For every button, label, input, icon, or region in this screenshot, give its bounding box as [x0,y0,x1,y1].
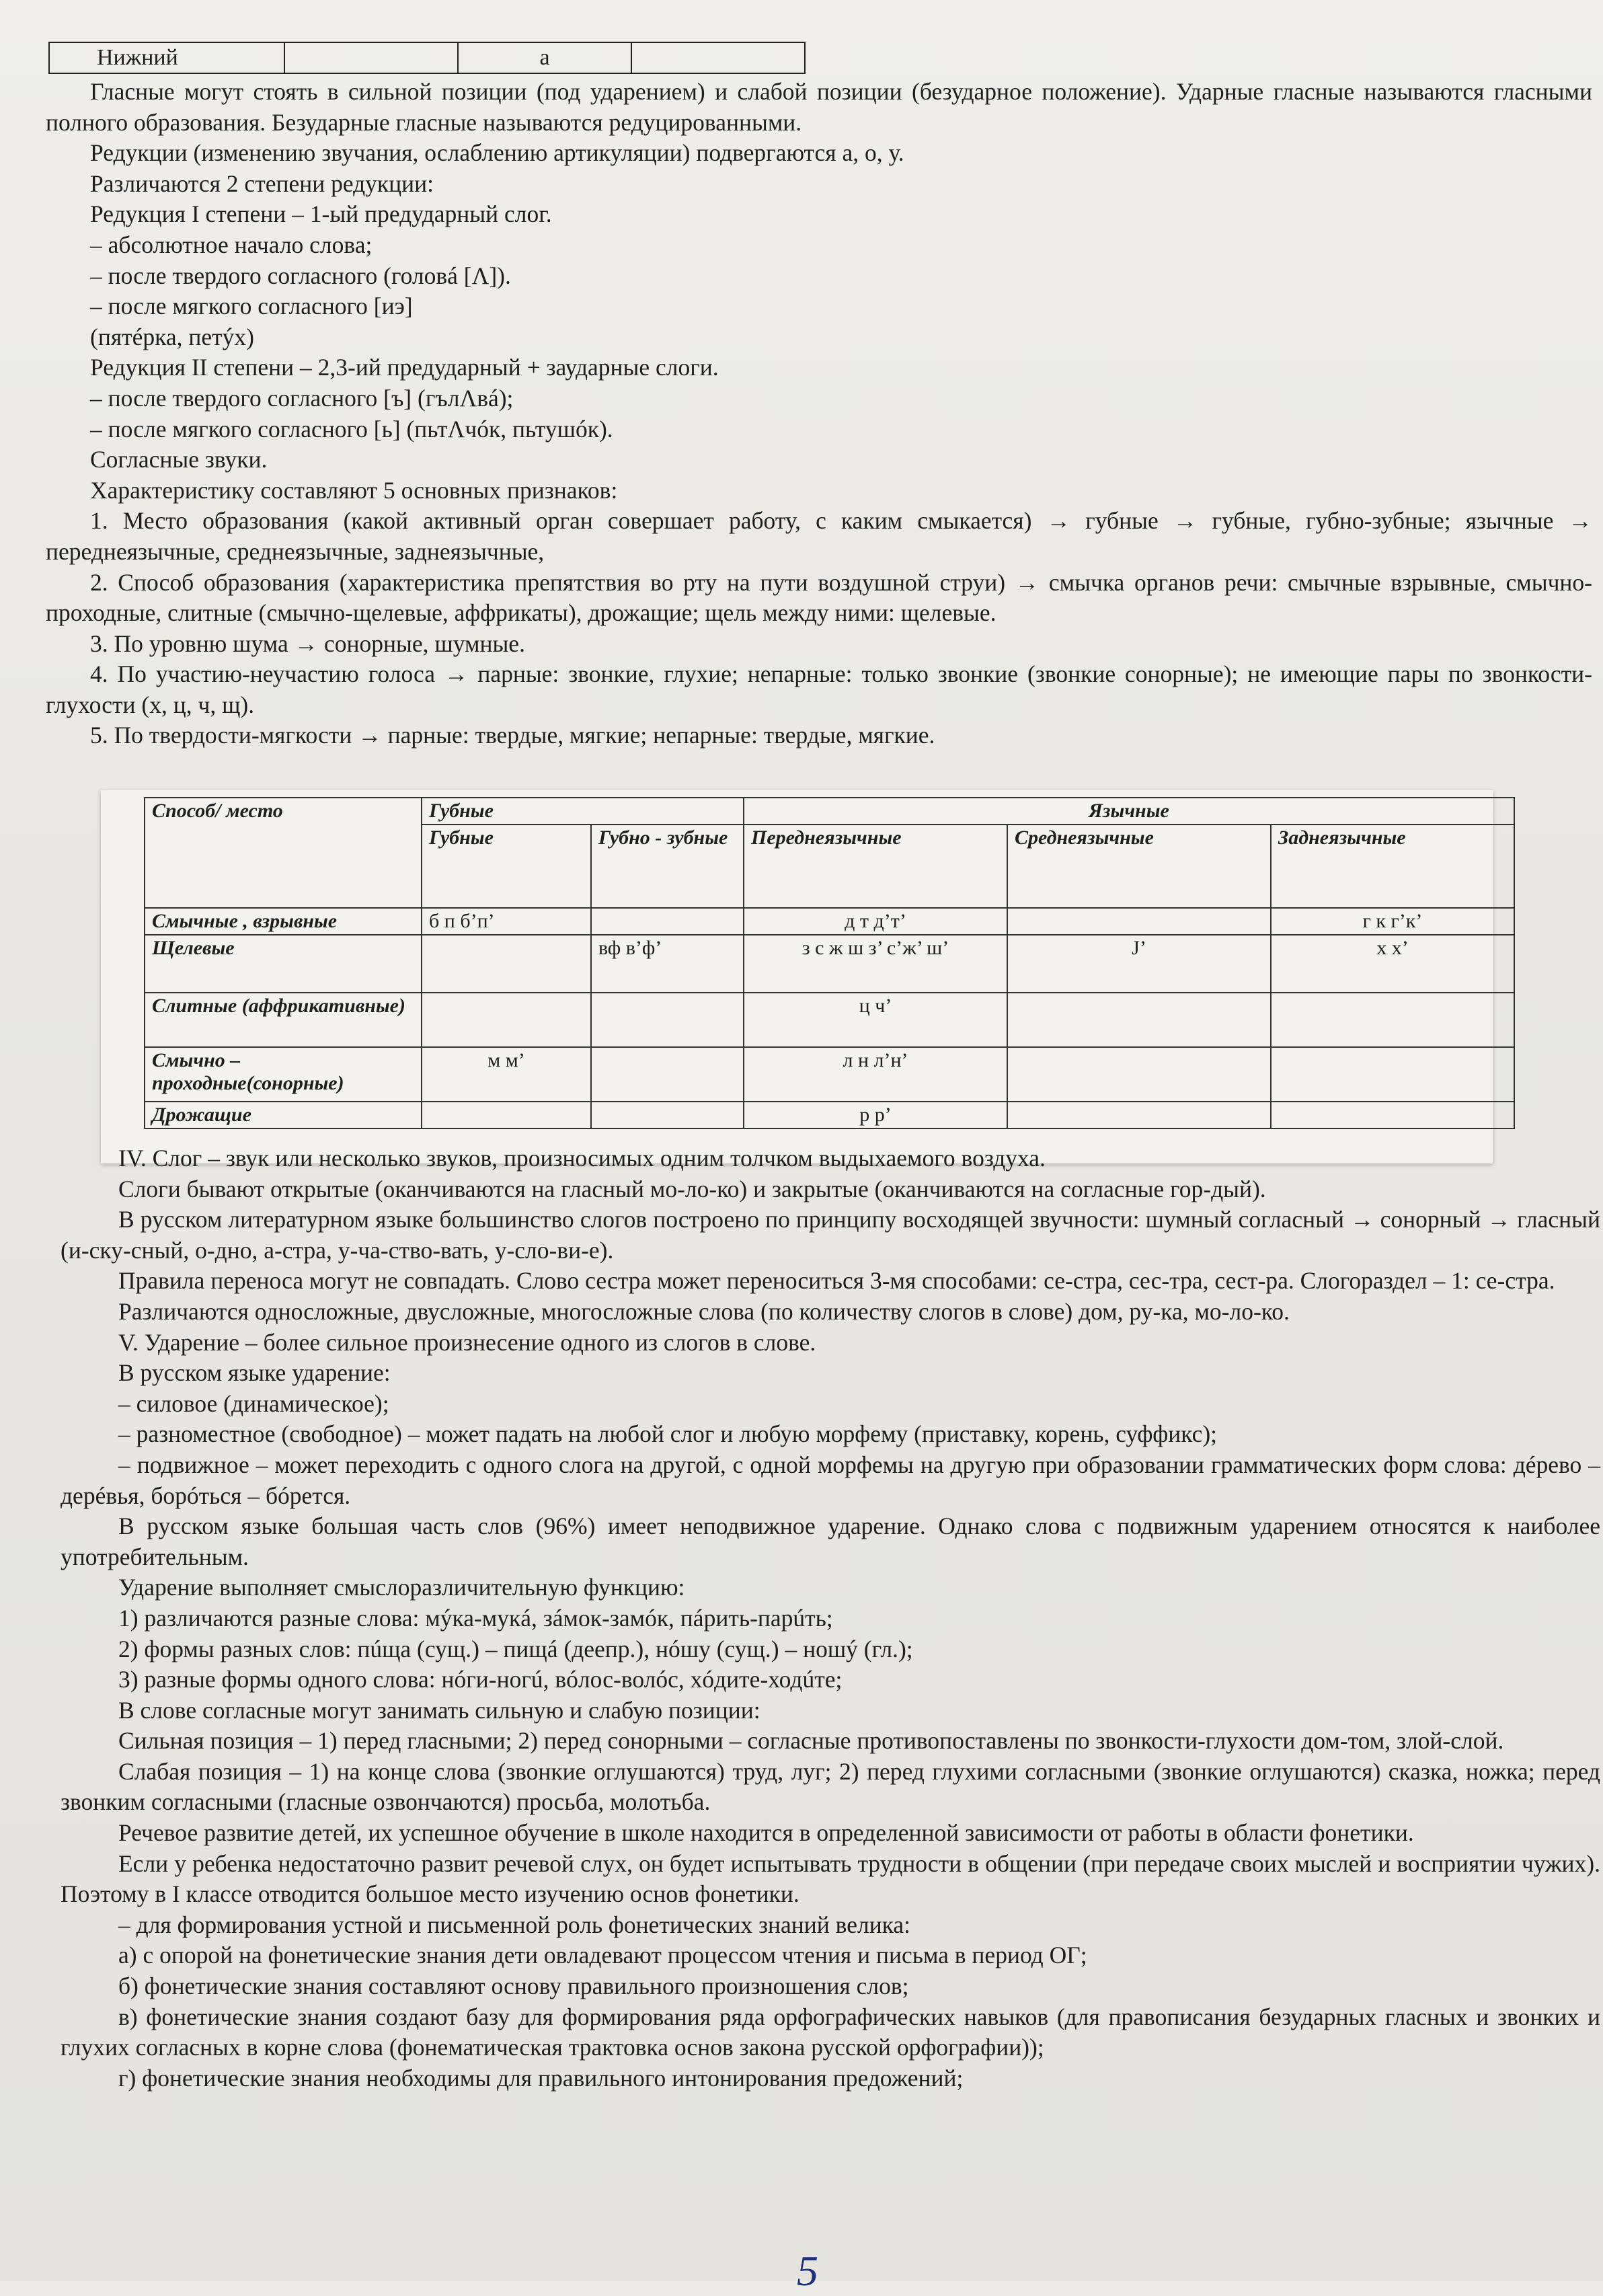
paragraph: Правила переноса могут не совпадать. Слово сестра может переноситься 3-мя способами: се-стра, сес-тра, сест-ра. Слогораздел – 1: се-стра. [118,1267,1555,1295]
table-head-labial: Губные [422,825,591,908]
paragraph: – абсолютное начало слова; [90,231,373,258]
table-cell: ц ч’ [744,993,1007,1047]
paragraph: – подвижное – может переходить с одного слога на другой, с одной морфемы на другую при образовании грамматических форм слова: дéрево – дерéвья, борóться – бóрется. [61,1451,1600,1509]
table-cell [422,1102,591,1128]
paragraph: Различаются 2 степени редукции: [90,169,434,197]
paragraph: – после твердого согласного (головá [Λ]). [90,262,511,289]
paragraph: 2. Способ образования (характеристика препятствия во рту на пути воздушной струи) → смычка органов речи: смычные взрывные, смычно-проходные, слитные (смычно-щелевые, аффрикаты), дрожащие; щель между ними: щелевые. [46,568,1592,627]
paragraph: Редукции (изменению звучания, ослаблению артикуляции) подвергаются а, о, у. [90,139,904,167]
paragraph: В русском языке большая часть слов (96%) имеет неподвижное ударение. Однако слова с подвижным ударением относятся к наиболее употребительным. [61,1513,1600,1570]
table-cell [1007,1102,1271,1128]
table-row [145,993,1514,1047]
paragraph: В русском языке ударение: [118,1359,391,1387]
table-head-corner: Способ/ место [145,798,422,908]
table-row-label: Смычные , взрывные [145,908,422,935]
paragraph: В слове согласные могут занимать сильную и слабую позиции: [118,1696,760,1724]
table-cell: м м’ [422,1047,591,1102]
paragraph: 5. По твердости-мягкости → парные: твердые, мягкие; непарные: твердые, мягкие. [90,722,935,749]
table-head-middle: Среднеязычные [1007,825,1271,908]
table-cell [631,42,805,73]
consonant-table [144,797,1515,1129]
paragraph: 3. По уровню шума → сонорные, шумные. [90,629,525,657]
paragraph: Речевое развитие детей, их успешное обучение в школе находится в определенной зависимости от работы в области фонетики. [118,1819,1414,1847]
table-cell [1007,1047,1271,1102]
paragraph: г) фонетические знания необходимы для правильного интонирования предожений; [118,2064,964,2092]
table-head-labial-group: Губные [422,798,744,825]
table-row-label: Слитные (аффрикативные) [145,993,422,1047]
paragraph: 1. Место образования (какой активный орган совершает работу, с каким смыкается) → губные → губные, губно-зубные; язычные → переднеязычные, среднеязычные, заднеязычные, [46,507,1592,565]
paragraph: IV. Слог – звук или несколько звуков, произносимых одним толчком выдыхаемого воздуха. [118,1145,1046,1172]
text-block-1 [46,77,1592,751]
paragraph: 1) различаются разные слова: мýка-мукá, зáмок-замóк, пáрить-парúть; [118,1604,833,1632]
table-cell: а [458,42,631,73]
table-cell [284,42,458,73]
table-cell: д т д’т’ [744,908,1007,935]
table-row [145,908,1514,935]
table-cell [1007,908,1271,935]
table-cell [591,908,744,935]
paragraph: Редукция I степени – 1-ый предударный слог. [90,200,552,228]
paragraph: – для формирования устной и письменной роль фонетических знаний велика: [118,1911,911,1938]
table-cell: б п б’п’ [422,908,591,935]
table-cell [591,1102,744,1128]
table-cell: з с ж ш з’ с’ж’ ш’ [744,935,1007,993]
paragraph: а) с опорой на фонетические знания дети овладевают процессом чтения и письма в период ОГ; [118,1942,1087,1969]
paragraph: 4. По участию-неучастию голоса → парные: звонкие, глухие; непарные: только звонкие (звонкие сонорные); не имеющие пары по звонкости-глухости (х, ц, ч, щ). [46,660,1592,718]
top-table-fragment [48,42,806,74]
table-cell [591,1047,744,1102]
table-cell: х х’ [1271,935,1514,993]
table-head-labiodental: Губно - зубные [591,825,744,908]
table-cell: Нижний [49,42,284,73]
paragraph: Различаются односложные, двусложные, многосложные слова (по количеству слогов в слове) дом, ру-ка, мо-ло-ко. [118,1297,1290,1325]
table-cell: г к г’к’ [1271,908,1514,935]
table-cell [1271,1047,1514,1102]
paragraph: (пятéрка, петýх) [90,323,254,350]
table-cell: р р’ [744,1102,1007,1128]
table-row [145,1102,1514,1128]
table-row-label: Щелевые [145,935,422,993]
paragraph: V. Ударение – более сильное произнесение одного из слогов в слове. [118,1328,816,1356]
table-row [145,1047,1514,1102]
table-cell: J’ [1007,935,1271,993]
paragraph: – после мягкого согласного [иэ] [90,293,413,320]
paragraph: – силовое (динамическое); [118,1389,389,1417]
table-cell [1271,993,1514,1047]
paragraph: 2) формы разных слов: пúща (сущ.) – пищá (деепр.), нóшу (сущ.) – ношý (гл.); [118,1635,913,1662]
table-row-label: Дрожащие [145,1102,422,1128]
paragraph: Гласные могут стоять в сильной позиции (под ударением) и слабой позиции (безударное положение). Ударные гласные называются гласными полного образования. Безударные гласные называются редуцированными. [46,78,1592,136]
table-cell [422,935,591,993]
paragraph: 3) разные формы одного слова: нóги-ногú, вóлос-волóс, хóдите-ходúте; [118,1666,843,1693]
table-cell [1007,993,1271,1047]
paragraph: Ударение выполняет смыслоразличительную функцию: [118,1574,685,1601]
table-head-lingual-group: Язычные [744,798,1514,825]
paragraph: б) фонетические знания составляют основу правильного произношения слов; [118,1973,909,2000]
table-cell: вф в’ф’ [591,935,744,993]
table-cell [591,993,744,1047]
table-row [145,935,1514,993]
table-row-label: Смычно – проходные(сонорные) [145,1047,422,1102]
paragraph: – после мягкого согласного [ь] (пьтΛчóк, пьтушóк). [90,415,613,443]
paragraph: Слабая позиция – 1) на конце слова (звонкие оглушаются) труд, луг; 2) перед глухими согласными (звонкие оглушаются) сказка, ножка; перед звонким согласными (гласные озвончаются) просьба, молотьба. [61,1757,1600,1816]
table-cell: л н л’н’ [744,1047,1007,1102]
paragraph: Согласные звуки. [90,446,268,473]
table-head-back: Заднеязычные [1271,825,1514,908]
paragraph: Слоги бывают открытые (оканчиваются на гласный мо-ло-ко) и закрытые (оканчиваются на согласные гор-дый). [118,1175,1266,1202]
handwritten-page-number: 5 [797,2247,818,2295]
paragraph: Сильная позиция – 1) перед гласными; 2) перед сонорными – согласные противопоставлены по звонкости-глухости дом-том, злой-слой. [118,1727,1504,1755]
paragraph: В русском литературном языке большинство слогов построено по принципу восходящей звучности: шумный согласный → сонорный → гласный (и-ску-сный, о-дно, а-стра, у-ча-ство-вать, у-сло-ви-е). [61,1206,1600,1264]
paragraph: Если у ребенка недостаточно развит речевой слух, он будет испытывать трудности в общении (при передаче своих мыслей и восприятии чужих). Поэтому в I классе отводится большое место изучению основ фонетики. [61,1849,1600,1908]
table-cell [422,993,591,1047]
table-head-front: Переднеязычные [744,825,1007,908]
paragraph: Характеристику составляют 5 основных признаков: [90,476,618,504]
paragraph: в) фонетические знания создают базу для формирования ряда орфографических навыков (для правописания безударных гласных и звонких и глухих согласных в корне слова (фонематическая трактовка основ закона русской орфографии)); [61,2003,1600,2061]
paragraph: – после твердого согласного [ъ] (гълΛвá); [90,384,514,412]
table-cell [1271,1102,1514,1128]
paragraph: – разноместное (свободное) – может падать на любой слог и любую морфему (приставку, корень, суффикс); [118,1420,1218,1448]
text-block-2 [61,1143,1600,2094]
paragraph: Редукция II степени – 2,3-ий предударный + заударные слоги. [90,354,719,381]
